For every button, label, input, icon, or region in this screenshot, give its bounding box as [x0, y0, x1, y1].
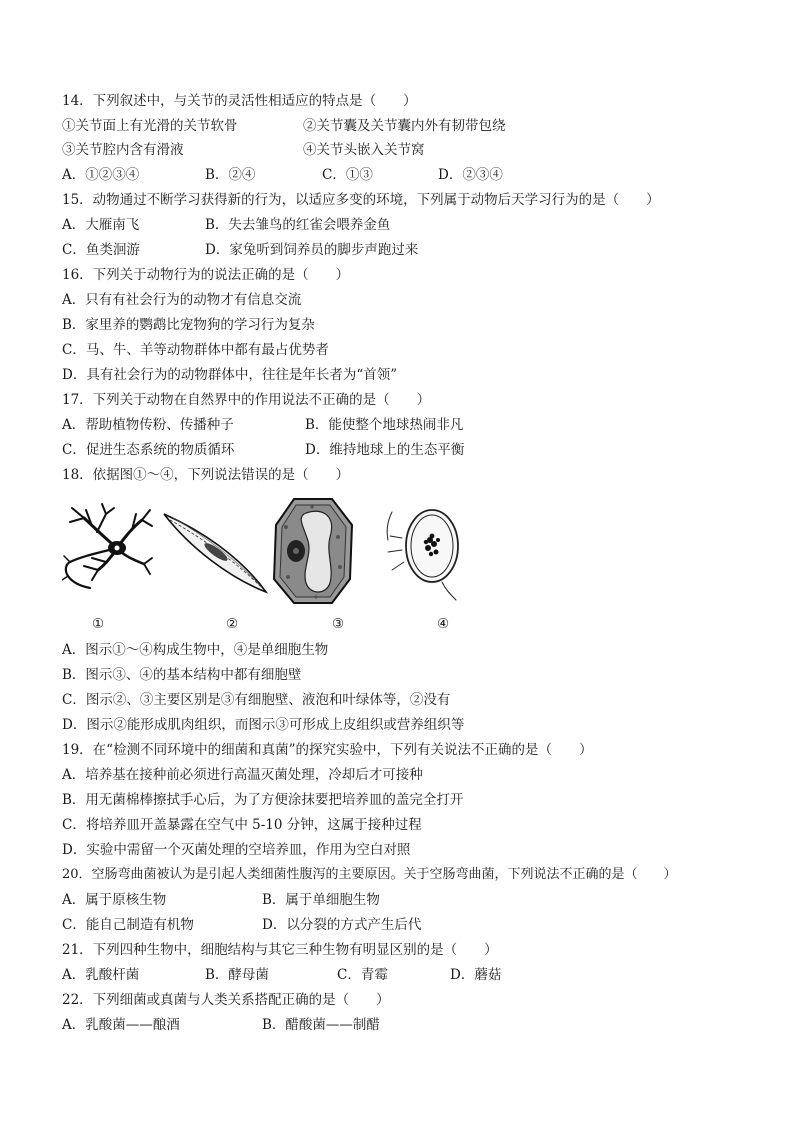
- q15-option-b: B．失去雏鸟的红雀会喂养金鱼: [205, 217, 391, 233]
- q15-option-d: D．家兔听到饲养员的脚步声跑过来: [205, 242, 419, 258]
- q15-option-c: C．鱼类洄游: [62, 242, 140, 258]
- figure-label-4: ④: [437, 616, 450, 632]
- figure-label-2: ②: [226, 616, 239, 632]
- q21-stem: 21．下列四种生物中，细胞结构与其它三种生物有明显区别的是（ ）: [62, 942, 498, 958]
- q16-option-c: C．马、牛、羊等动物群体中都有最占优势者: [62, 342, 329, 358]
- q20-stem: 20．空肠弯曲菌被认为是引起人类细菌性腹泻的主要原因。关于空肠弯曲菌，下列说法不正确的是（ ）: [62, 867, 677, 882]
- q14-option-d: D．②③④: [438, 167, 503, 183]
- q21-option-c: C．青霉: [337, 967, 388, 983]
- q14-statement-2: ②关节囊及关节囊内外有韧带包绕: [303, 118, 506, 134]
- q17-option-c: C．促进生态系统的物质循环: [62, 442, 235, 458]
- figure-label-3: ③: [332, 616, 345, 632]
- q16-option-a: A．只有有社会行为的动物才有信息交流: [62, 292, 302, 308]
- bacterium-figure: [384, 500, 472, 604]
- figure-label-1: ①: [92, 616, 105, 632]
- q22-option-b: B．醋酸菌——制醋: [262, 1017, 380, 1033]
- q15-option-a: A．大雁南飞: [62, 217, 140, 233]
- q17-stem: 17．下列关于动物在自然界中的作用说法不正确的是（ ）: [62, 392, 431, 408]
- q22-option-a: A．乳酸菌——酿酒: [62, 1017, 180, 1033]
- neuron-cell-figure: [62, 500, 154, 600]
- q20-option-d: D．以分裂的方式产生后代: [262, 917, 422, 933]
- q14-stem: 14．下列叙述中，与关节的灵活性相适应的特点是（ ）: [62, 93, 417, 109]
- q14-option-c: C．①③: [322, 167, 373, 183]
- q17-option-d: D．维持地球上的生态平衡: [305, 442, 465, 458]
- q18-stem: 18．依据图①～④，下列说法错误的是（ ）: [62, 467, 350, 483]
- q19-option-c: C．将培养皿开盖暴露在空气中 5-10 分钟，这属于接种过程: [62, 817, 422, 833]
- q22-stem: 22．下列细菌或真菌与人类关系搭配正确的是（ ）: [62, 992, 390, 1008]
- q14-statement-3: ③关节腔内含有滑液: [62, 142, 184, 158]
- q17-option-a: A．帮助植物传粉、传播种子: [62, 417, 234, 433]
- q14-option-b: B．②④: [205, 167, 256, 183]
- q14-statement-1: ①关节面上有光滑的关节软骨: [62, 118, 238, 134]
- q19-option-b: B．用无菌棉棒擦拭手心后，为了方便涂抹要把培养皿的盖完全打开: [62, 792, 464, 808]
- q18-option-a: A．图示①～④构成生物中，④是单细胞生物: [62, 642, 329, 658]
- q16-stem: 16．下列关于动物行为的说法正确的是（ ）: [62, 267, 350, 283]
- q20-option-a: A．属于原核生物: [62, 892, 167, 908]
- q19-option-a: A．培养基在接种前必须进行高温灭菌处理，冷却后才可接种: [62, 767, 423, 783]
- q19-option-d: D．实验中需留一个灭菌处理的空培养皿，作用为空白对照: [62, 842, 411, 858]
- muscle-cell-figure: [160, 508, 270, 598]
- plant-cell-figure: [272, 497, 354, 605]
- q15-stem: 15．动物通过不断学习获得新的行为，以适应多变的环境，下列属于动物后天学习行为的是（ ）: [62, 192, 660, 208]
- q18-option-c: C．图示②、③主要区别是③有细胞壁、液泡和叶绿体等，②没有: [62, 692, 451, 708]
- q20-option-c: C．能自己制造有机物: [62, 917, 194, 933]
- q18-option-b: B．图示③、④的基本结构中都有细胞壁: [62, 667, 302, 683]
- q18-option-d: D．图示②能形成肌肉组织，而图示③可形成上皮组织或营养组织等: [62, 717, 465, 733]
- q14-statement-4: ④关节头嵌入关节窝: [303, 142, 425, 158]
- q16-option-d: D．具有社会行为的动物群体中，往往是年长者为“首领”: [62, 367, 398, 383]
- q21-option-b: B．酵母菌: [205, 967, 269, 983]
- q19-stem: 19．在“检测不同环境中的细菌和真菌”的探究实验中，下列有关说法不正确的是（ ）: [62, 742, 593, 758]
- q21-option-d: D．蘑菇: [450, 967, 502, 983]
- q17-option-b: B．能使整个地球热闹非凡: [305, 417, 464, 433]
- q14-option-a: A．①②③④: [62, 167, 140, 183]
- q21-option-a: A．乳酸杆菌: [62, 967, 140, 983]
- q20-option-b: B．属于单细胞生物: [262, 892, 380, 908]
- q16-option-b: B．家里养的鹦鹉比宠物狗的学习行为复杂: [62, 317, 315, 333]
